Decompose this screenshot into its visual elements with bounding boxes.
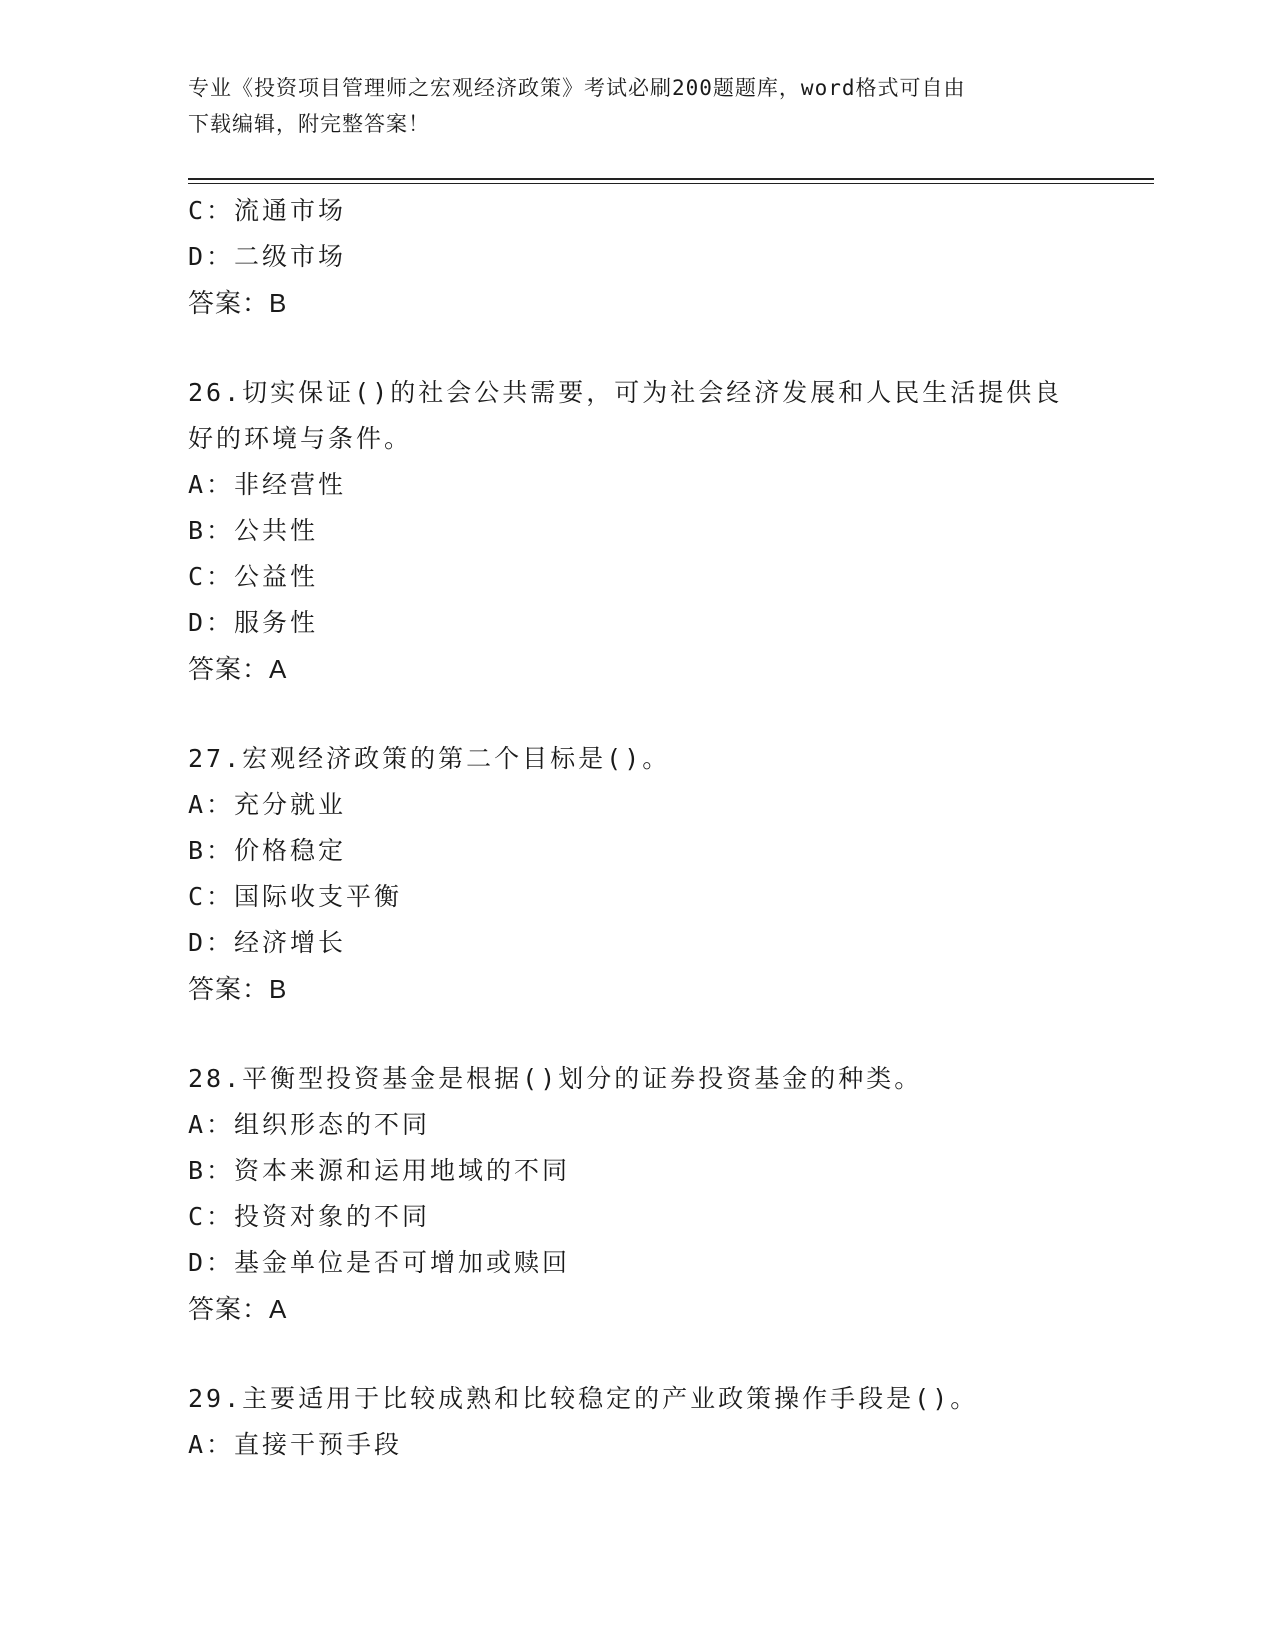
question-27 bbox=[188, 736, 1148, 1012]
header-title-line-1: 专业《投资项目管理师之宏观经济政策》考试必刷200题题库，word格式可自由 bbox=[188, 76, 966, 100]
spacer bbox=[188, 692, 1148, 736]
question-stem-continued: 好的环境与条件。 bbox=[188, 424, 413, 453]
option-a: A：非经营性 bbox=[188, 470, 347, 499]
option-a: A：充分就业 bbox=[188, 790, 347, 819]
question-25-continuation bbox=[188, 188, 1148, 326]
question-29 bbox=[188, 1376, 1148, 1468]
option-a: A：组织形态的不同 bbox=[188, 1110, 431, 1139]
option-c: C：投资对象的不同 bbox=[188, 1202, 431, 1231]
document-header bbox=[188, 70, 1088, 142]
option-d: D：服务性 bbox=[188, 608, 319, 637]
spacer bbox=[188, 326, 1148, 370]
header-title-line-2: 下载编辑，附完整答案！ bbox=[188, 112, 430, 136]
header-divider-thick bbox=[188, 178, 1154, 180]
option-d: D：经济增长 bbox=[188, 928, 347, 957]
option-c: C：流通市场 bbox=[188, 196, 347, 225]
spacer bbox=[188, 1012, 1148, 1056]
question-stem: 28.平衡型投资基金是根据()划分的证券投资基金的种类。 bbox=[188, 1064, 923, 1093]
answer-label: 答案：B bbox=[188, 974, 288, 1004]
spacer bbox=[188, 1332, 1148, 1376]
option-c: C：国际收支平衡 bbox=[188, 882, 403, 911]
question-list bbox=[188, 188, 1148, 1468]
option-b: B：价格稳定 bbox=[188, 836, 347, 865]
option-d: D：二级市场 bbox=[188, 242, 347, 271]
answer-label: 答案：A bbox=[188, 654, 288, 684]
option-b: B：资本来源和运用地域的不同 bbox=[188, 1156, 571, 1185]
question-stem: 26.切实保证()的社会公共需要，可为社会经济发展和人民生活提供良 bbox=[188, 378, 1063, 407]
question-stem: 27.宏观经济政策的第二个目标是()。 bbox=[188, 744, 671, 773]
answer-label: 答案：A bbox=[188, 1294, 288, 1324]
option-b: B：公共性 bbox=[188, 516, 319, 545]
answer-label: 答案：B bbox=[188, 288, 288, 318]
question-28 bbox=[188, 1056, 1148, 1332]
header-divider-thin bbox=[188, 183, 1154, 184]
question-26 bbox=[188, 370, 1148, 692]
question-stem: 29.主要适用于比较成熟和比较稳定的产业政策操作手段是()。 bbox=[188, 1384, 979, 1413]
option-c: C：公益性 bbox=[188, 562, 319, 591]
option-a: A：直接干预手段 bbox=[188, 1430, 403, 1459]
option-d: D：基金单位是否可增加或赎回 bbox=[188, 1248, 571, 1277]
